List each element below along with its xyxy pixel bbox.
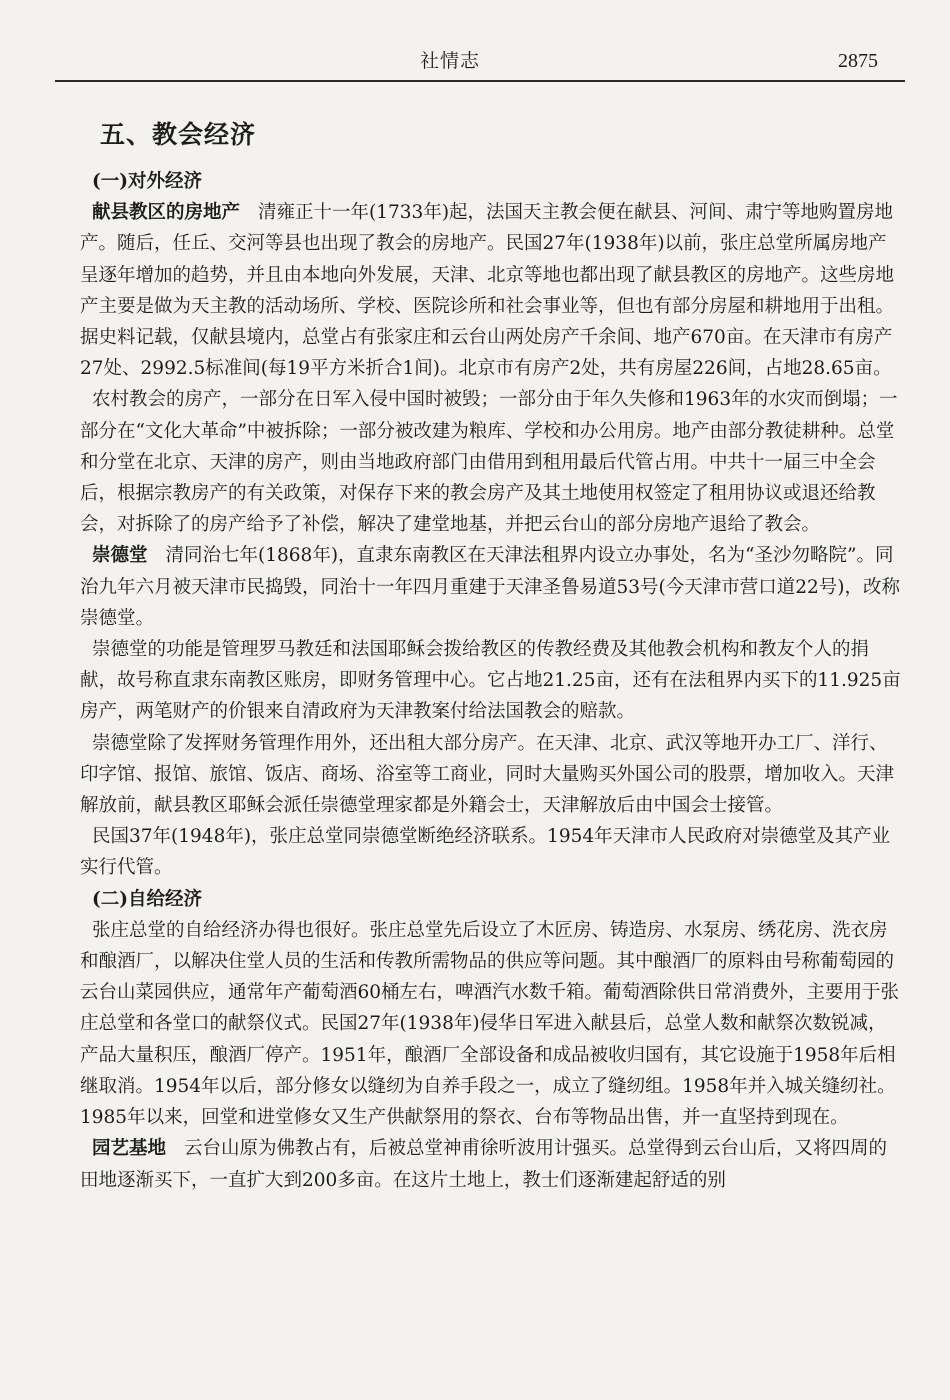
paragraph-rural-church-property: 农村教会的房产，一部分在日军入侵中国时被毁；一部分由于年久失修和1963年的水灾而倒塌；一部分在“文化大革命”中被拆除；一部分被改建为粮库、学校和办公用房。地产由部分教徒耕种。总堂和分堂在北京、天津的房产，则由当地政府部门由借用到租用最后代管占用。中共十一届三中全会后，根据宗教房产的有关政策，对保存下来的教会房产及其土地使用权签定了租用协议或退还给教会，对拆除了的房产给予了补偿，解决了建堂地基，并把云台山的部分房地产退给了教会。 (80, 389, 898, 536)
header-rule (55, 80, 905, 82)
paragraph-self-sufficient: 张庄总堂的自给经济办得也很好。张庄总堂先后设立了木匠房、铸造房、水泵房、绣花房、洗衣房和酿酒厂，以解决住堂人员的生活和传教所需物品的供应等问题。其中酿酒厂的原料由号称葡萄园的云台山菜园供应，通常年产葡萄酒60桶左右，啤酒汽水数千箱。葡萄酒除供日常消费外，主要用于张庄总堂和各堂口的献祭仪式。民国27年(1938年)侵华日军进入献县后，总堂人数和献祭次数锐减，产品大量积压，酿酒厂停产。1951年，酿酒厂全部设备和成品被收归国有，其它设施于1958年后相继取消。1954年以后，部分修女以缝纫为自养手段之一，成立了缝纫组。1958年并入城关缝纫社。1985年以来，回堂和进堂修女又生产供献祭用的祭衣、台布等物品出售，并一直坚持到现在。 (80, 919, 900, 1129)
section-title: 五、教会经济 (100, 120, 257, 149)
paragraph-chongde-business: 崇德堂除了发挥财务管理作用外，还出租大部分房产。在天津、北京、武汉等地开办工厂、洋行、印字馆、报馆、旅馆、饭店、商场、浴室等工商业，同时大量购买外国公司的股票，增加收入。天津解放前，献县教区耶稣会派任崇德堂理家都是外籍会士，天津解放后由中国会士接管。 (80, 732, 895, 817)
paragraph-lead: 园艺基地 (92, 1138, 167, 1160)
paragraph-text: 云台山原为佛教占有，后被总堂神甫徐听波用计强买。总堂得到云台山后，又将四周的田地逐渐买下，一直扩大到200多亩。在这片土地上，教士们逐渐建起舒适的别 (80, 1138, 888, 1191)
paragraph-lead: 献县教区的房地产 (92, 202, 241, 224)
subheading-external-economy: (一)对外经济 (92, 171, 203, 192)
paragraph-chongde-hall (80, 540, 904, 634)
running-title: 社情志 (420, 50, 481, 72)
paragraph-horticulture-base (80, 1133, 904, 1195)
page-number: 2875 (838, 50, 878, 72)
subheading-self-sufficient-economy: (二)自给经济 (92, 888, 203, 910)
paragraph-text: 清同治七年(1868年)，直隶东南教区在天津法租界内设立办事处，名为“圣沙勿略院”。同治九年六月被天津市民捣毁，同治十一年四月重建于天津圣鲁易道53号(今天津市营口道22号)，改称崇德堂。 (80, 545, 901, 629)
paragraph-text: 清雍正十一年(1733年)起，法国天主教会便在献县、河间、肃宁等地购置房地产。随后，任丘、交河等县也出现了教会的房地产。民国27年(1938年)以前，张庄总堂所属房地产呈逐年增加的趋势，并且由本地向外发展，天津、北京等地也都出现了献县教区的房地产。这些房地产主要是做为天主教的活动场所、学校、医院诊所和社会事业等，但也有部分房屋和耕地用于出租。据史料记载，仅献县境内，总堂占有张家庄和云台山两处房产千余间、地产670亩。在天津市有房产27处、2992.5标准间(每19平方米折合1间)。北京市有房产2处，共有房屋226间，占地28.65亩。 (80, 202, 895, 380)
paragraph-chongde-takeover: 民国37年(1948年)，张庄总堂同崇德堂断绝经济联系。1954年天津市人民政府对崇德堂及其产业实行代管。 (80, 826, 891, 879)
paragraph-chongde-function: 崇德堂的功能是管理罗马教廷和法国耶稣会拨给教区的传教经费及其他教会机构和教友个人的捐献，故号称直隶东南教区账房，即财务管理中心。它占地21.25亩，还有在法租界内买下的11.925亩房产，两笔财产的价银来自清政府为天津教案付给法国教会的赔款。 (80, 639, 901, 723)
paragraph-lead: 崇德堂 (92, 545, 148, 567)
body-text (80, 166, 904, 1196)
paragraph-xianxian-real-estate (80, 197, 904, 384)
